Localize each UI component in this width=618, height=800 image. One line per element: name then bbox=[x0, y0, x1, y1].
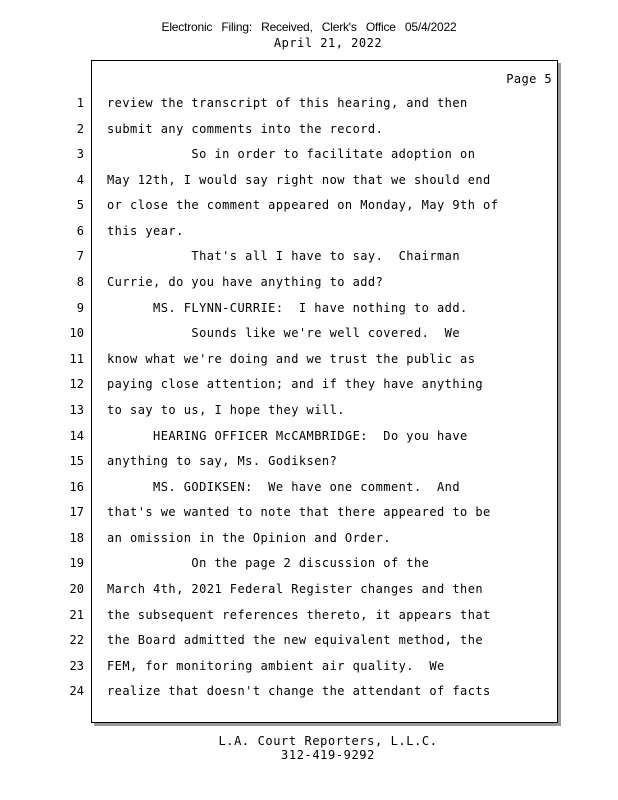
transcript-line: MS. FLYNN-CURRIE: I have nothing to add. bbox=[107, 301, 468, 315]
line-number: 17 bbox=[69, 505, 84, 519]
transcript-line: Currie, do you have anything to add? bbox=[107, 275, 384, 289]
line-number: 5 bbox=[76, 198, 84, 212]
line-number: 23 bbox=[69, 659, 84, 673]
line-number: 10 bbox=[69, 326, 84, 340]
line-number: 20 bbox=[69, 582, 84, 596]
transcript-line: Sounds like we're well covered. We bbox=[107, 326, 461, 340]
transcript-line: the subsequent references thereto, it appears that bbox=[107, 608, 491, 622]
line-number: 13 bbox=[69, 403, 84, 417]
line-number: 19 bbox=[69, 556, 84, 570]
filing-stamp: Electronic Filing: Received, Clerk's Office 05/4/2022 bbox=[161, 20, 457, 34]
transcript-line: an omission in the Opinion and Order. bbox=[107, 531, 391, 545]
transcript-line: paying close attention; and if they have anything bbox=[107, 377, 484, 391]
line-number: 1 bbox=[76, 96, 84, 110]
line-number: 8 bbox=[76, 275, 84, 289]
transcript-line: That's all I have to say. Chairman bbox=[107, 249, 461, 263]
transcript-line: know what we're doing and we trust the public as bbox=[107, 352, 476, 366]
line-number: 11 bbox=[69, 352, 84, 366]
line-number: 2 bbox=[76, 122, 84, 136]
transcript-line: May 12th, I would say right now that we should end bbox=[107, 173, 491, 187]
line-number: 3 bbox=[76, 147, 84, 161]
transcript-line: or close the comment appeared on Monday, May 9th of bbox=[107, 198, 499, 212]
hearing-date: April 21, 2022 bbox=[273, 36, 383, 50]
transcript-line: review the transcript of this hearing, and then bbox=[107, 96, 468, 110]
line-number: 24 bbox=[69, 684, 84, 698]
transcript-line: MS. GODIKSEN: We have one comment. And bbox=[107, 480, 461, 494]
line-number: 16 bbox=[69, 480, 84, 494]
reporter-company: L.A. Court Reporters, L.L.C. bbox=[218, 734, 438, 748]
transcript-line: anything to say, Ms. Godiksen? bbox=[107, 454, 338, 468]
transcript-line: that's we wanted to note that there appeared to be bbox=[107, 505, 491, 519]
transcript-line: HEARING OFFICER McCAMBRIDGE: Do you have bbox=[107, 429, 468, 443]
line-number: 12 bbox=[69, 377, 84, 391]
page-number: Page 5 bbox=[506, 72, 552, 86]
transcript-line: FEM, for monitoring ambient air quality. We bbox=[107, 659, 445, 673]
line-number: 22 bbox=[69, 633, 84, 647]
reporter-phone: 312-419-9292 bbox=[281, 748, 375, 762]
transcript-line: submit any comments into the record. bbox=[107, 122, 384, 136]
transcript-line: the Board admitted the new equivalent method, the bbox=[107, 633, 484, 647]
transcript-line: March 4th, 2021 Federal Register changes and then bbox=[107, 582, 484, 596]
transcript-line: this year. bbox=[107, 224, 184, 238]
line-number: 14 bbox=[69, 429, 84, 443]
transcript-line: So in order to facilitate adoption on bbox=[107, 147, 476, 161]
transcript-line: realize that doesn't change the attendant of facts bbox=[107, 684, 491, 698]
line-number: 18 bbox=[69, 531, 84, 545]
line-number: 7 bbox=[76, 249, 84, 263]
transcript-line: to say to us, I hope they will. bbox=[107, 403, 345, 417]
transcript-line: On the page 2 discussion of the bbox=[107, 556, 430, 570]
line-number: 4 bbox=[76, 173, 84, 187]
line-number: 21 bbox=[69, 608, 84, 622]
line-number: 15 bbox=[69, 454, 84, 468]
line-number: 9 bbox=[76, 301, 84, 315]
line-number: 6 bbox=[76, 224, 84, 238]
